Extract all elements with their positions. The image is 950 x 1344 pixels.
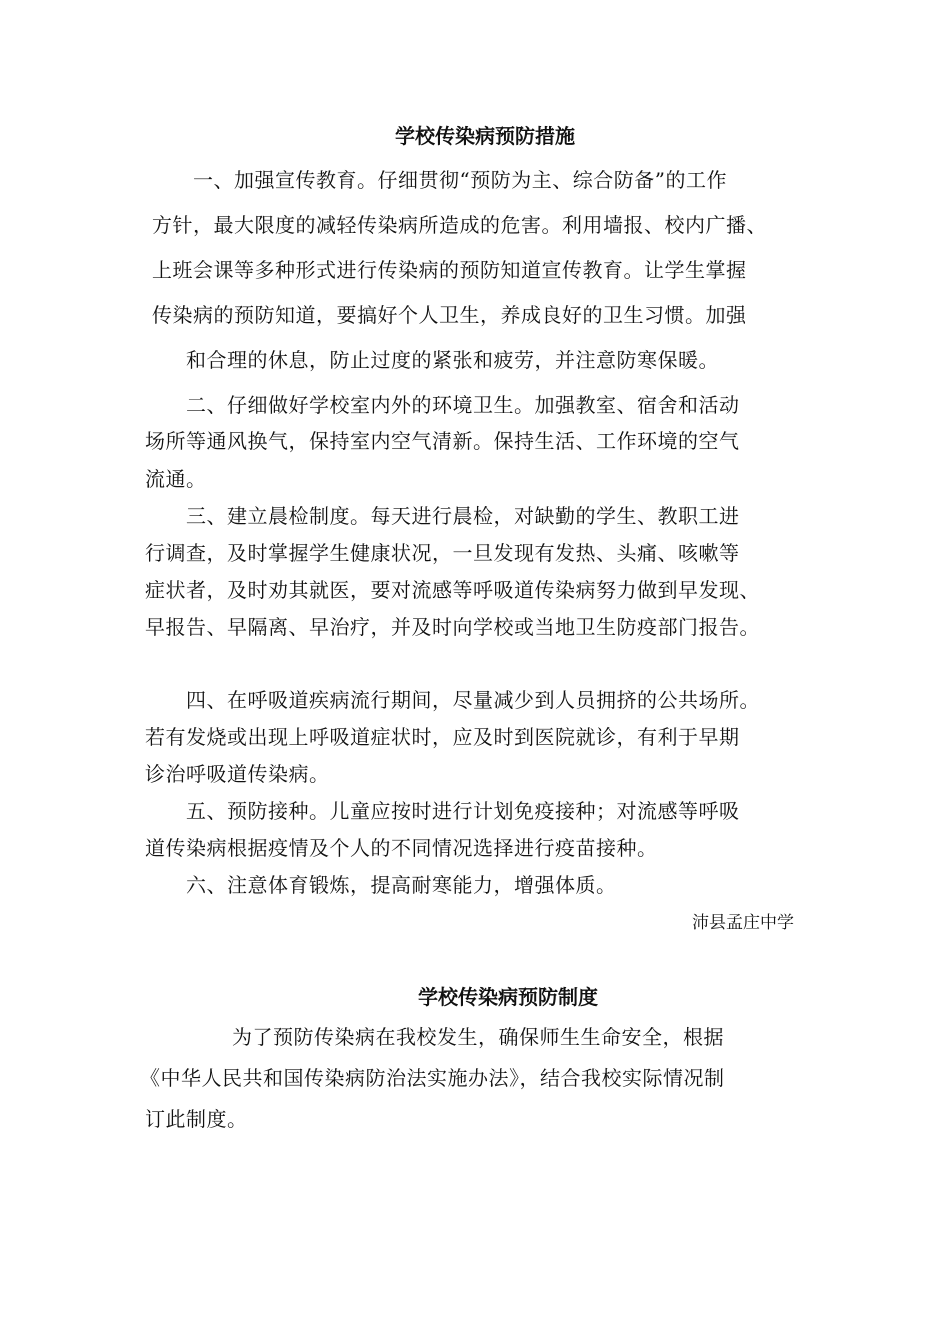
text-line: 和合理的休息，防止过度的紧张和疲劳，并注意防寒保暖。 [186, 348, 719, 372]
text-line: 流通。 [145, 467, 207, 491]
text-line: 二、仔细做好学校室内外的环境卫生。加强教室、宿舍和活动 [186, 393, 740, 417]
text-line: 场所等通风换气，保持室内空气清新。保持生活、工作环境的空气 [145, 429, 740, 453]
text-line: 一、加强宣传教育。仔细贯彻“预防为主、综合防备”的工作 [193, 168, 727, 192]
text-line: 早报告、早隔离、早治疗，并及时向学校或当地卫生防疫部门报告。 [145, 615, 760, 639]
text-line: 方针，最大限度的减轻传染病所造成的危害。利用墙报、校内广播、 [152, 213, 767, 237]
text-line: 若有发烧或出现上呼吸道症状时，应及时到医院就诊，有利于早期 [145, 725, 740, 749]
signature: 沛县孟庄中学 [692, 913, 794, 933]
text-line: 《中华人民共和国传染病防治法实施办法》，结合我校实际情况制 [140, 1066, 725, 1090]
text-line: 三、建立晨检制度。每天进行晨检，对缺勤的学生、教职工进 [186, 504, 740, 528]
doc2-title: 学校传染病预防制度 [418, 985, 598, 1009]
text-line: 行调查，及时掌握学生健康状况，一旦发现有发热、头痛、咳嗽等 [145, 541, 740, 565]
text-line: 上班会课等多种形式进行传染病的预防知道宣传教育。让学生掌握 [152, 258, 747, 282]
text-line: 订此制度。 [145, 1107, 248, 1131]
doc1-title: 学校传染病预防措施 [395, 124, 575, 148]
text-line: 道传染病根据疫情及个人的不同情况选择进行疫苗接种。 [145, 836, 658, 860]
text-line: 四、在呼吸道疾病流行期间，尽量减少到人员拥挤的公共场所。 [186, 688, 760, 712]
text-line: 传染病的预防知道，要搞好个人卫生，养成良好的卫生习惯。加强 [152, 303, 747, 327]
text-line: 六、注意体育锻炼，提高耐寒能力，增强体质。 [186, 873, 617, 897]
text-line: 为了预防传染病在我校发生，确保师生生命安全，根据 [232, 1025, 724, 1049]
text-line: 五、预防接种。儿童应按时进行计划免疫接种；对流感等呼吸 [186, 799, 740, 823]
text-line: 症状者，及时劝其就医，要对流感等呼吸道传染病努力做到早发现、 [145, 578, 760, 602]
text-line: 诊治呼吸道传染病。 [145, 762, 330, 786]
